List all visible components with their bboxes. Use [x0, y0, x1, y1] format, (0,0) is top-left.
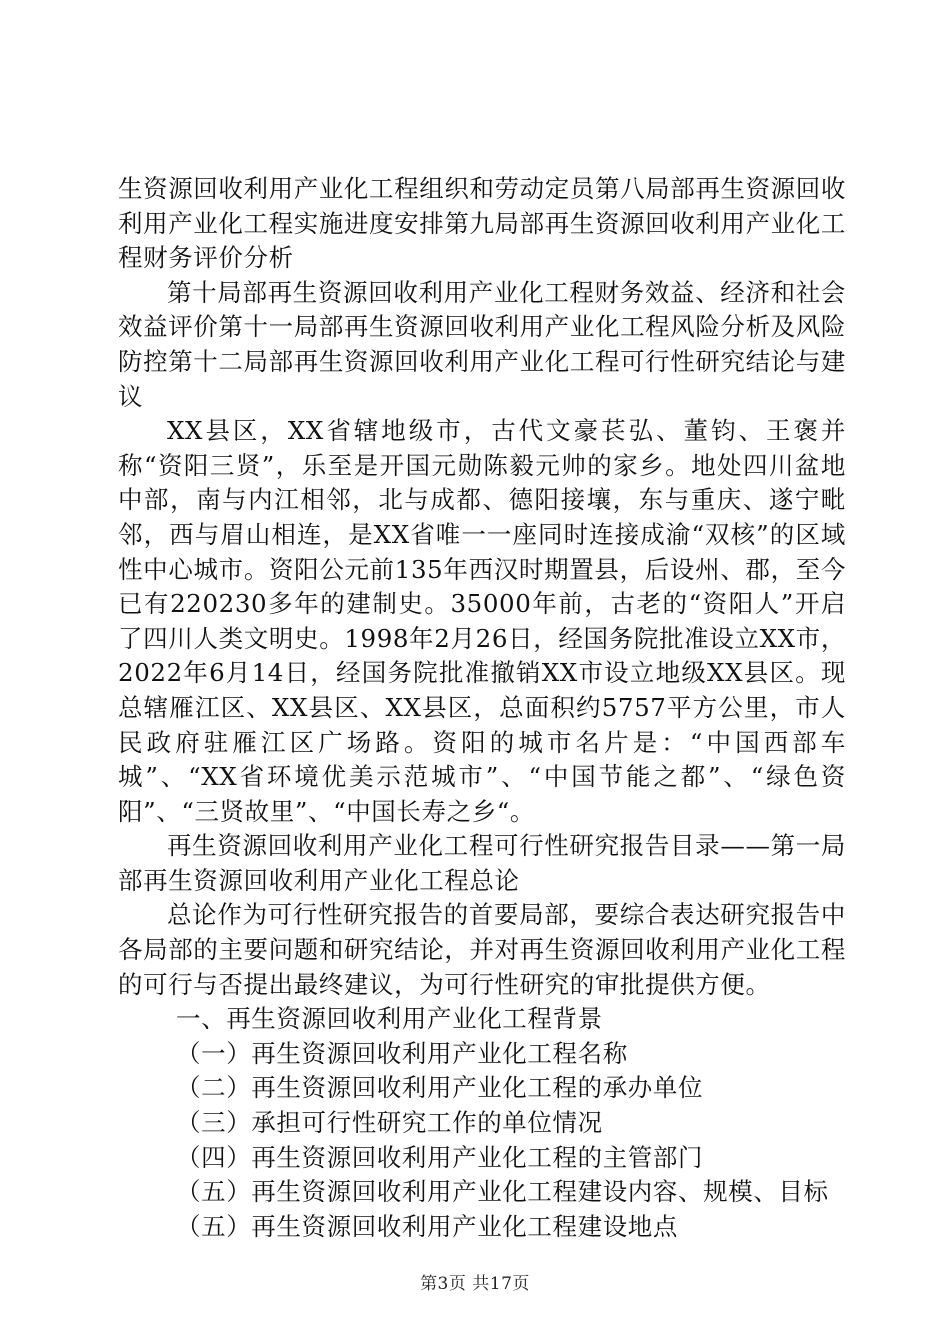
document-body — [118, 172, 846, 1244]
outline-item: （五）再生资源回收利用产业化工程建设内容、规模、目标 — [176, 1177, 829, 1207]
paragraph-overview: 总论作为可行性研究报告的首要局部，要综合表达研究报告中各局部的主要问题和研究结论，并对再生资源回收利用产业化工程的可行与否提出最终建议，为可行性研究的审批提供方便。 — [118, 900, 846, 999]
outline-item: （一）再生资源回收利用产业化工程名称 — [176, 1038, 628, 1068]
outline-item: （三）承担可行性研究工作的单位情况 — [176, 1108, 603, 1138]
paragraph-city-intro: XX县区，XX省辖地级市，古代文豪苌弘、董钧、王褒并称“资阳三贤”，乐至是开国元勋陈毅元帅的家乡。地处四川盆地中部，南与内江相邻，北与成都、德阳接壤，东与重庆、遂宁毗邻，西与眉山相连，是XX省唯一一座同时连接成渝“双核”的区域性中心城市。资阳公元前135年西汉时期置县，后设州、郡，至今已有220230多年的建制史。35000年前，古老的“资阳人”开启了四川人类文明史。1998年2月26日，经国务院批准设立XX市，2022年6月14日，经国务院批准撤销XX市设立地级XX县区。现总辖雁江区、XX县区、XX县区，总面积约5757平方公里，市人民政府驻雁江区广场路。资阳的城市名片是：“中国西部车城”、“XX省环境优美示范城市”、“中国节能之都”、“绿色资阳”、“三贤故里”、“中国长寿之乡“。 — [118, 416, 846, 826]
outline-list — [118, 1002, 846, 1244]
section-heading: 一、再生资源回收利用产业化工程背景 — [176, 1004, 603, 1034]
paragraph-report-toc: 再生资源回收利用产业化工程可行性研究报告目录——第一局部再生资源回收利用产业化工程总论 — [118, 831, 846, 895]
outline-item: （五）再生资源回收利用产业化工程建设地点 — [176, 1211, 678, 1241]
outline-item: （二）再生资源回收利用产业化工程的承办单位 — [176, 1073, 704, 1103]
paragraph-contents-continued: 第十局部再生资源回收利用产业化工程财务效益、经济和社会效益评价第十一局部再生资源回收利用产业化工程风险分析及风险防控第十二局部再生资源回收利用产业化工程可行性研究结论与建议 — [118, 277, 846, 411]
paragraph-continuation: 生资源回收利用产业化工程组织和劳动定员第八局部再生资源回收利用产业化工程实施进度安排第九局部再生资源回收利用产业化工程财务评价分析 — [118, 174, 846, 273]
page-number-footer: 第3页 共17页 — [420, 1274, 530, 1294]
outline-item: （四）再生资源回收利用产业化工程的主管部门 — [176, 1142, 704, 1172]
